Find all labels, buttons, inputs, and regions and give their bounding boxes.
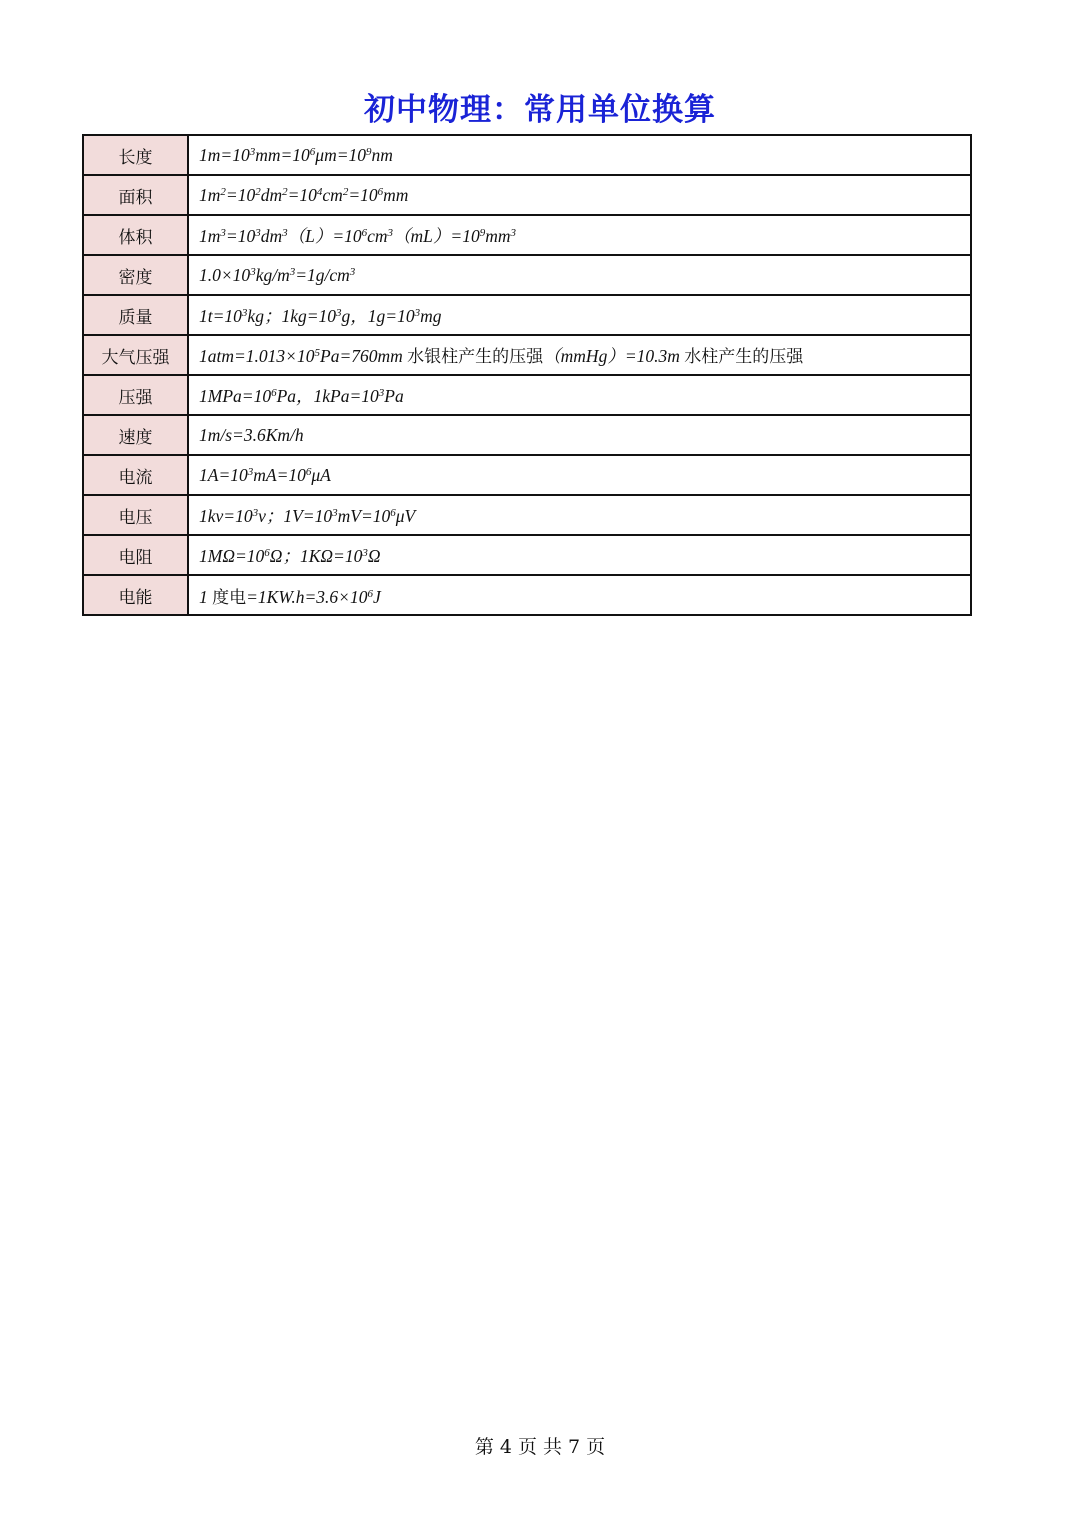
table-row (83, 135, 971, 175)
quantity-cell: 质量 (83, 295, 188, 335)
quantity-cell: 大气压强 (83, 335, 188, 375)
formula-cell: $1M\Omega=10^6\Omega$；$1K\Omega=10^3\Omega$ (188, 535, 971, 575)
formula-cell: $1kv=10^3v$；$1V=10^3mV=10^6\mu V$ (188, 495, 971, 535)
formula-cell: 1m/s=3.6Km/h (188, 415, 971, 455)
table-row (83, 415, 971, 455)
exponent: 3 (249, 145, 256, 158)
table-row (83, 575, 971, 615)
quantity-cell: 压强 (83, 375, 188, 415)
exponent: 6 (390, 506, 396, 519)
exponent: 3 (362, 546, 368, 559)
exponent: 6 (309, 145, 316, 158)
table-row (83, 455, 971, 495)
formula-text: 水柱产生的压强 (684, 347, 804, 367)
formula-text: 度电 (212, 587, 247, 608)
quantity-cell: 电能 (83, 575, 188, 615)
exponent: 3 (414, 306, 421, 319)
exponent: 3 (241, 306, 248, 319)
formula-text: 水银柱产生的压强 (407, 347, 544, 367)
table-row (83, 535, 971, 575)
exponent: 3 (387, 226, 394, 239)
formula-cell: $1t=10^3kg$；$1kg=10^3g$，$1g=10^3mg$ (188, 295, 971, 335)
exponent: 3 (289, 265, 296, 278)
exponent: 3 (255, 226, 261, 239)
exponent: 4 (316, 185, 323, 198)
formula-cell: $1m=10^3mm=10^6\mu m=10^9nm$ (188, 135, 971, 175)
quantity-cell: 密度 (83, 255, 188, 295)
exponent: 9 (366, 145, 372, 158)
page-footer: 第 4 页 共 7 页 (474, 1436, 606, 1458)
table-row (83, 175, 971, 215)
exponent: 2 (255, 185, 261, 198)
formula-cell: $1m^3=10^3dm^3(L)=10^6cm^3(mL)=10^9mm^3$ (188, 215, 971, 255)
formula-cell: $1MPa=10^6Pa$，$1kPa=10^3Pa$ (188, 375, 971, 415)
unit-conversion-table (82, 134, 972, 616)
exponent: 6 (367, 587, 373, 600)
exponent: 3 (252, 506, 259, 519)
formula-cell: $1m^2=10^2dm^2=10^4cm^2=10^6mm$ (188, 175, 971, 215)
exponent: 3 (510, 226, 517, 239)
exponent: 2 (282, 185, 288, 198)
formula-cell: $1atm=1.013\times 10^5Pa=760mm$ 水银柱产生的压强（mmHg）=10.3m 水柱产生的压强 (188, 335, 971, 375)
quantity-cell: 长度 (83, 135, 188, 175)
table-row (83, 375, 971, 415)
exponent: 5 (314, 347, 320, 359)
exponent: 3 (332, 506, 338, 519)
exponent: 3 (349, 265, 356, 278)
quantity-cell: 电压 (83, 495, 188, 535)
exponent: 3 (250, 265, 256, 278)
quantity-cell: 体积 (83, 215, 188, 255)
exponent: 2 (342, 185, 349, 198)
exponent: 6 (271, 386, 277, 399)
exponent: 3 (220, 226, 226, 239)
formula-cell: $1.0\times 10^3kg/m^3=1g/cm^3$ (188, 255, 971, 295)
quantity-cell: 电阻 (83, 535, 188, 575)
quantity-cell: 面积 (83, 175, 188, 215)
page-title: 初中物理：常用单位换算 (364, 92, 716, 128)
table-row (83, 295, 971, 335)
exponent: 6 (264, 546, 270, 559)
exponent: 3 (336, 306, 342, 319)
table-row (83, 215, 971, 255)
exponent: 9 (479, 226, 486, 239)
table-row (83, 255, 971, 295)
table-row (83, 495, 971, 535)
exponent: 3 (247, 465, 254, 478)
exponent: 3 (378, 386, 385, 399)
table-body (83, 135, 971, 615)
quantity-cell: 电流 (83, 455, 188, 495)
table-row (83, 335, 971, 375)
exponent: 6 (305, 465, 312, 478)
quantity-cell: 速度 (83, 415, 188, 455)
formula-cell: 1 度电$=1KW.h=3.6\times 10^6J$ (188, 575, 971, 615)
exponent: 6 (361, 226, 368, 239)
exponent: 6 (377, 185, 384, 198)
exponent: 2 (220, 185, 226, 198)
exponent: 3 (282, 226, 288, 239)
formula-cell: $1A=10^3mA=10^6\mu A$ (188, 455, 971, 495)
